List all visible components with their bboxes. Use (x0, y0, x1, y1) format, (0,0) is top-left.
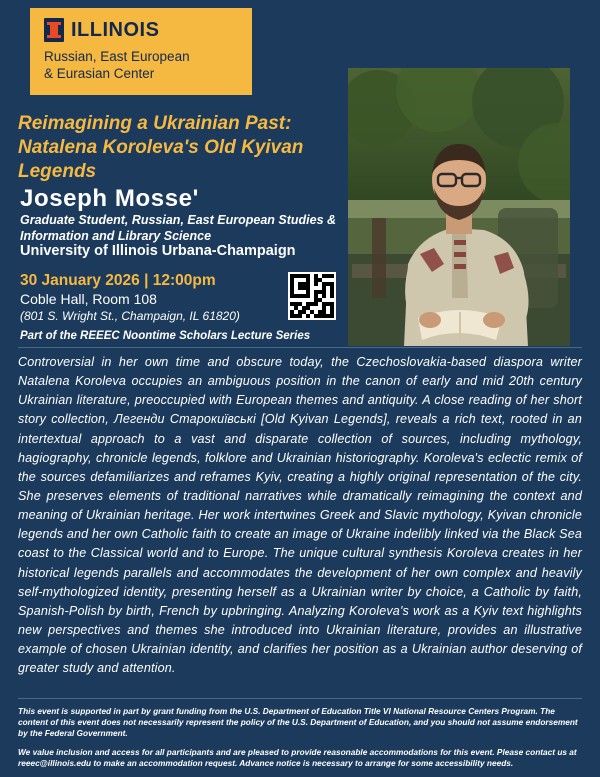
speaker-name: Joseph Mosse' (20, 185, 199, 212)
event-location: Coble Hall, Room 108 (20, 291, 157, 307)
footer-notes (18, 706, 582, 769)
university-lockup (44, 18, 240, 42)
center-name: Russian, East European & Eurasian Center (44, 49, 190, 82)
illinois-block-i-icon (44, 18, 64, 42)
lecture-series-note: Part of the REEEC Noontime Scholars Lecture Series (20, 330, 311, 342)
university-name: ILLINOIS (71, 19, 160, 41)
talk-title: Reimagining a Ukrainian Past: Natalena Koroleva's Old Kyivan Legends (18, 113, 304, 183)
event-address: (801 S. Wright St., Champaign, IL 61820) (20, 309, 240, 323)
reeec-brand-box (30, 8, 252, 95)
speaker-affiliation: Graduate Student, Russian, East European Studies & Information and Library Science (20, 213, 337, 243)
abstract-text: Controversial in her own time and obscure today, the Czechoslovakia-based diaspora writer Natalena Koroleva occupies an ambiguous position in the canon of early and mid 20th century Ukrainian literature, preoccupied with European themes and antiquity. A close reading of her short story collection, Легенди Старокиївські [Old Kyivan Legends], reveals a rich text, rooted in an intertextual approach to a vast and disparate collection of sources, including mythology, hagiography, chronicle legends, folklore and Ukrainian historiography. Koroleva's eclectic remix of the sources defamiliarizes and reframes Kyiv, creating a highly original representation of the city. She preserves elements of traditional narratives while dramatically reimagining the context and meaning of Ukrainian heritage. Her work intertwines Greek and Slavic mythology, Kyivan chronicle legends and her own Catholic faith to create an image of Ukraine indelibly linked via the Black Sea coast to the Classical world and to Europe. The unique cultural synthesis Koroleva creates in her historical legends parallels and accommodates the development of her own complex and heavily self-mythologized identity, presenting herself as a Ukrainian writer by choice, a Catholic by faith, Spanish-Polish by birth, French by upbringing. Analyzing Koroleva's work as a Kyiv text highlights new perspectives and themes she introduced into Ukrainian literature, provides an illustrative example of chosen Ukrainian identity, and clarifies her position as a Ukrainian author deserving of greater study and attention. (18, 355, 582, 676)
funding-disclaimer: This event is supported in part by grant funding from the U.S. Department of Education Title VI National Resource Centers Program. The content of this event does not necessarily represent the policy of the U.S. Department of Education, and you should not assume endorsement by the Federal Government. (18, 705, 578, 738)
qr-code-icon[interactable] (288, 272, 336, 320)
accessibility-statement: We value inclusion and access for all participants and are pleased to provide reasonable accommodations for this event. Please contact us at reeec@illinois.edu to make an accommodation request. Advance notice is necessary to arrange for some accessibility needs. (18, 746, 577, 768)
divider-top (18, 347, 582, 348)
event-datetime: 30 January 2026 | 12:00pm (20, 272, 216, 289)
speaker-institution: University of Illinois Urbana-Champaign (20, 243, 296, 259)
divider-bottom (18, 698, 582, 699)
speaker-photo (348, 68, 570, 346)
